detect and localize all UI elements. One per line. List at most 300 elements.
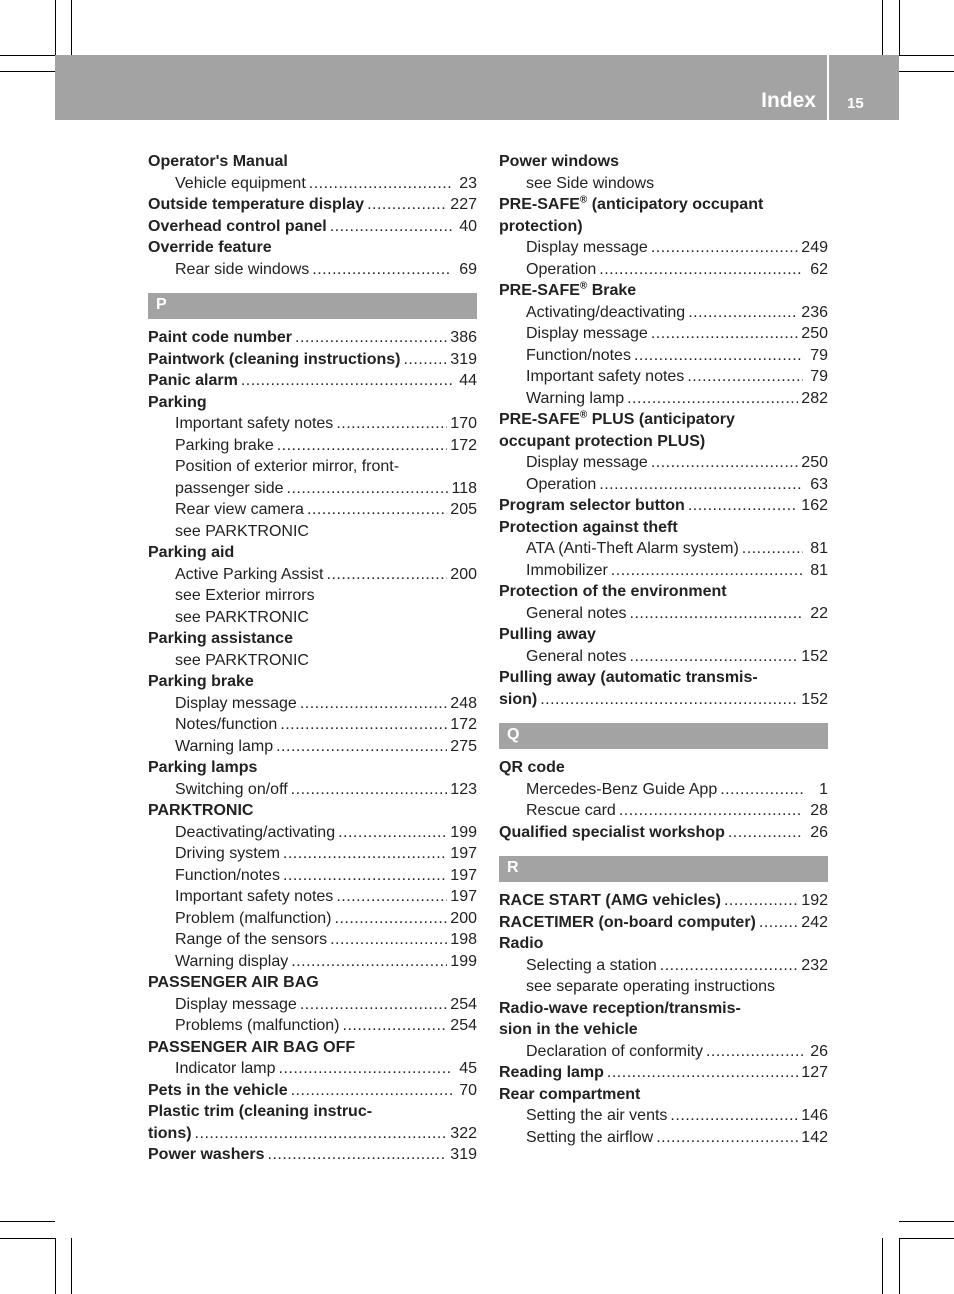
leader-dots xyxy=(670,1105,798,1127)
leader-dots xyxy=(279,1058,453,1080)
entry-label: Pulling away (automatic transmis- xyxy=(499,669,758,686)
entry-label: Activating/deactivating xyxy=(526,303,686,321)
entry-label: sion in the vehicle xyxy=(499,1021,638,1038)
index-subentry xyxy=(499,388,828,410)
page-reference: 81 xyxy=(810,561,828,579)
index-subentry xyxy=(148,173,477,195)
leader-dots xyxy=(343,1015,448,1037)
page-reference: 198 xyxy=(450,931,477,948)
leader-dots xyxy=(728,822,803,844)
index-subentry xyxy=(148,1058,477,1080)
index-subentry xyxy=(148,736,477,758)
leader-dots xyxy=(336,413,447,435)
page-reference: 250 xyxy=(801,325,828,342)
entry-label: Power washers xyxy=(148,1146,265,1163)
page-number: 15 xyxy=(847,95,864,112)
index-entry xyxy=(148,349,477,371)
page-reference: 254 xyxy=(450,1017,477,1034)
index-entry xyxy=(499,517,828,539)
entry-label: Parking brake xyxy=(175,436,274,454)
leader-dots xyxy=(291,951,447,973)
entry-label: PRE-SAFE® Brake xyxy=(499,280,637,299)
leader-dots xyxy=(195,1123,448,1145)
leader-dots xyxy=(619,800,803,822)
page-reference: 319 xyxy=(450,350,477,368)
index-entry xyxy=(499,689,828,711)
page-reference: 26 xyxy=(810,1042,828,1060)
page-reference: 1 xyxy=(819,780,828,798)
crop-mark xyxy=(71,1238,72,1294)
page-reference: 200 xyxy=(450,565,477,583)
crop-mark xyxy=(882,0,883,55)
entry-label: Power windows xyxy=(499,153,620,170)
entry-label: Warning display xyxy=(175,952,289,970)
page-reference: 322 xyxy=(450,1124,477,1142)
page-reference: 319 xyxy=(450,1146,477,1163)
index-subentry xyxy=(148,843,477,865)
leader-dots xyxy=(295,327,447,349)
leader-dots xyxy=(656,1127,798,1149)
page-reference: 69 xyxy=(459,260,477,278)
index-subentry xyxy=(148,951,477,973)
page-reference: 250 xyxy=(801,454,828,471)
index-entry xyxy=(499,495,828,517)
entry-label: RACE START (AMG vehicles) xyxy=(499,892,721,909)
entry-label: Mercedes-Benz Guide App xyxy=(526,780,718,798)
index-column-left xyxy=(148,151,477,1166)
page-reference: 23 xyxy=(459,174,477,192)
entry-label: Switching on/off xyxy=(175,780,288,798)
index-entry xyxy=(499,1019,828,1041)
entry-label: Driving system xyxy=(175,845,280,862)
entry-label: Position of exterior mirror, front- xyxy=(175,458,400,475)
leader-dots xyxy=(330,216,452,238)
page-reference: 200 xyxy=(450,909,477,927)
index-column-right xyxy=(499,151,828,1148)
page-reference: 236 xyxy=(801,303,828,321)
page-reference: 172 xyxy=(450,716,477,733)
entry-label: Panic alarm xyxy=(148,372,238,389)
index-entry xyxy=(499,216,828,238)
index-subentry xyxy=(499,302,828,324)
entry-label: Warning lamp xyxy=(175,737,274,755)
leader-dots xyxy=(724,890,798,912)
entry-label: Rear compartment xyxy=(499,1085,641,1103)
entry-label: RACETIMER (on-board computer) xyxy=(499,913,756,931)
index-subentry xyxy=(148,607,477,629)
crop-mark xyxy=(0,1238,55,1239)
leader-dots xyxy=(599,474,803,496)
page-reference: 254 xyxy=(450,995,477,1013)
index-subentry xyxy=(148,822,477,844)
leader-dots xyxy=(599,259,803,281)
index-entry xyxy=(499,912,828,934)
index-subentry xyxy=(499,259,828,281)
index-group-top xyxy=(148,151,477,280)
entry-label: Protection against theft xyxy=(499,518,678,536)
index-entry xyxy=(148,628,477,650)
page-reference: 62 xyxy=(810,260,828,278)
leader-dots xyxy=(312,259,452,281)
index-entry xyxy=(148,757,477,779)
page-reference: 142 xyxy=(801,1128,828,1146)
entry-label: Setting the airflow xyxy=(526,1128,654,1146)
index-subentry xyxy=(148,456,477,478)
page-reference: 22 xyxy=(810,604,828,622)
page-reference: 152 xyxy=(801,647,828,665)
entry-label: see separate operating instructions xyxy=(526,978,776,995)
page-title: Index xyxy=(761,89,816,112)
entry-label: Rear side windows xyxy=(175,260,310,278)
index-subentry xyxy=(499,345,828,367)
leader-dots xyxy=(336,886,447,908)
entry-label: PARKTRONIC xyxy=(148,802,254,819)
index-subentry xyxy=(148,1015,477,1037)
entry-label: Overhead control panel xyxy=(148,217,327,235)
entry-label: Parking lamps xyxy=(148,759,258,776)
crop-mark xyxy=(882,1238,883,1294)
page-reference: 197 xyxy=(450,888,477,905)
entry-label: ATA (Anti-Theft Alarm system) xyxy=(526,540,739,557)
leader-dots xyxy=(634,345,803,367)
index-entry xyxy=(499,667,828,689)
entry-label: Parking assistance xyxy=(148,630,293,647)
leader-dots xyxy=(283,843,447,865)
page-reference: 249 xyxy=(801,239,828,256)
entry-label: Plastic trim (cleaning instruc- xyxy=(148,1103,373,1120)
leader-dots xyxy=(268,1144,448,1166)
index-entry xyxy=(148,392,477,414)
index-subentry xyxy=(499,538,828,560)
crop-mark xyxy=(899,1238,900,1294)
leader-dots xyxy=(720,779,803,801)
crop-mark xyxy=(899,1221,954,1222)
page-reference: 118 xyxy=(451,479,477,497)
entry-label: General notes xyxy=(526,604,627,622)
index-entry xyxy=(148,151,477,173)
entry-label: Qualified specialist workshop xyxy=(499,823,725,841)
leader-dots xyxy=(291,1080,452,1102)
index-subentry xyxy=(499,474,828,496)
entry-label: Indicator lamp xyxy=(175,1060,276,1077)
entry-label-suffix: PLUS (anticipatory xyxy=(587,411,735,428)
crop-mark xyxy=(899,1238,954,1239)
entry-label: Setting the air vents xyxy=(526,1107,668,1124)
index-subentry xyxy=(148,413,477,435)
index-subentry xyxy=(499,452,828,474)
entry-label: PASSENGER AIR BAG xyxy=(148,974,319,991)
index-subentry xyxy=(148,908,477,930)
entry-label: Rear view camera xyxy=(175,501,304,518)
leader-dots xyxy=(283,865,447,887)
leader-dots xyxy=(276,736,447,758)
index-entry xyxy=(148,1037,477,1059)
leader-dots xyxy=(327,564,448,586)
leader-dots xyxy=(607,1062,798,1084)
header-divider xyxy=(827,55,829,120)
index-subentry xyxy=(499,976,828,998)
leader-dots xyxy=(540,689,798,711)
registered-mark: ® xyxy=(579,194,588,206)
index-subentry xyxy=(148,929,477,951)
page-reference: 197 xyxy=(450,866,477,884)
leader-dots xyxy=(630,646,799,668)
registered-mark: ® xyxy=(579,280,588,292)
entry-label: see Exterior mirrors xyxy=(175,587,315,604)
index-entry xyxy=(148,370,477,392)
leader-dots xyxy=(627,388,798,410)
entry-label: Function/notes xyxy=(526,346,631,364)
index-entry xyxy=(148,237,477,259)
entry-label: Paint code number xyxy=(148,329,293,346)
leader-dots xyxy=(660,955,799,977)
page-reference: 70 xyxy=(459,1081,477,1099)
page-reference: 205 xyxy=(450,501,477,518)
index-entry xyxy=(148,1123,477,1145)
index-entry xyxy=(148,1144,477,1166)
section-header-p: P xyxy=(148,293,477,319)
index-subentry xyxy=(499,237,828,259)
leader-dots xyxy=(630,603,803,625)
entry-label: Protection of the environment xyxy=(499,583,727,600)
crop-mark xyxy=(899,71,954,72)
entry-label: Active Parking Assist xyxy=(175,565,324,583)
page-reference: 45 xyxy=(459,1060,477,1077)
index-group-p xyxy=(148,327,477,1166)
entry-label: Parking aid xyxy=(148,544,235,561)
entry-label: see PARKTRONIC xyxy=(175,651,309,669)
index-entry xyxy=(499,624,828,646)
entry-label: Display message xyxy=(175,694,297,712)
index-subentry xyxy=(148,886,477,908)
leader-dots xyxy=(403,349,447,371)
entry-label-suffix: (anticipatory occupant xyxy=(587,196,764,213)
index-entry xyxy=(499,409,828,431)
leader-dots xyxy=(611,560,803,582)
index-subentry xyxy=(148,435,477,457)
index-entry xyxy=(499,933,828,955)
page-reference: 146 xyxy=(801,1107,828,1124)
index-subentry xyxy=(148,693,477,715)
entry-label: QR code xyxy=(499,759,565,776)
entry-label: Problems (malfunction) xyxy=(175,1017,340,1034)
entry-label: passenger side xyxy=(175,479,284,497)
entry-label: Warning lamp xyxy=(526,389,625,407)
index-entry xyxy=(499,280,828,302)
leader-dots xyxy=(338,822,447,844)
leader-dots xyxy=(307,499,447,521)
entry-label: Problem (malfunction) xyxy=(175,909,332,927)
header-bar xyxy=(55,55,899,120)
page-reference: 63 xyxy=(810,475,828,493)
entry-label: Parking xyxy=(148,393,207,411)
leader-dots xyxy=(651,452,798,474)
entry-label: Notes/function xyxy=(175,716,278,733)
entry-label: Parking brake xyxy=(148,673,254,690)
index-entry xyxy=(148,542,477,564)
entry-label: Important safety notes xyxy=(175,415,334,432)
entry-label: Vehicle equipment xyxy=(175,174,306,192)
leader-dots xyxy=(759,912,798,934)
index-entry xyxy=(148,216,477,238)
page-reference: 248 xyxy=(450,694,477,712)
index-subentry xyxy=(148,521,477,543)
crop-mark xyxy=(899,0,900,55)
index-entry xyxy=(148,1080,477,1102)
entry-label: Range of the sensors xyxy=(175,931,328,948)
page-reference: 197 xyxy=(450,845,477,862)
crop-mark xyxy=(55,0,56,55)
index-entry xyxy=(499,998,828,1020)
entry-label: Pulling away xyxy=(499,626,596,643)
entry-label: PRE-SAFE® (anticipatory occupant xyxy=(499,194,764,213)
entry-label: PRE-SAFE® PLUS (anticipatory xyxy=(499,409,735,428)
entry-label: Display message xyxy=(175,995,297,1013)
crop-mark xyxy=(899,55,954,56)
index-entry xyxy=(148,194,477,216)
leader-dots xyxy=(742,538,803,560)
entry-label: Reading lamp xyxy=(499,1064,604,1081)
page-reference: 81 xyxy=(810,540,828,557)
page-reference: 79 xyxy=(810,346,828,364)
page-reference: 127 xyxy=(801,1064,828,1081)
entry-label: Function/notes xyxy=(175,866,280,884)
entry-label: Operator's Manual xyxy=(148,153,288,170)
index-subentry xyxy=(499,646,828,668)
index-subentry xyxy=(499,955,828,977)
leader-dots xyxy=(309,173,452,195)
leader-dots xyxy=(330,929,447,951)
page-reference: 386 xyxy=(450,329,477,346)
page-reference: 170 xyxy=(450,415,477,432)
section-header-q: Q xyxy=(499,723,828,749)
index-subentry xyxy=(148,499,477,521)
entry-label: Radio xyxy=(499,935,544,952)
entry-label: tions) xyxy=(148,1124,192,1142)
page-reference: 26 xyxy=(810,823,828,841)
entry-label: PASSENGER AIR BAG OFF xyxy=(148,1038,356,1056)
index-entry xyxy=(148,671,477,693)
index-subentry xyxy=(148,585,477,607)
page-reference: 152 xyxy=(801,690,828,708)
entry-label: see PARKTRONIC xyxy=(175,522,309,540)
entry-label: Important safety notes xyxy=(526,368,685,385)
entry-label: see Side windows xyxy=(526,174,655,192)
page-reference: 44 xyxy=(459,372,477,389)
index-entry xyxy=(499,151,828,173)
entry-label: Declaration of conformity xyxy=(526,1042,703,1060)
leader-dots xyxy=(688,302,798,324)
leader-dots xyxy=(300,693,447,715)
index-subentry xyxy=(499,1041,828,1063)
entry-label: occupant protection PLUS) xyxy=(499,432,706,450)
page-reference: 275 xyxy=(450,737,477,755)
entry-label: Immobilizer xyxy=(526,561,608,579)
leader-dots xyxy=(687,366,803,388)
crop-mark xyxy=(0,55,55,56)
entry-label: Important safety notes xyxy=(175,888,334,905)
index-entry xyxy=(499,757,828,779)
index-subentry xyxy=(148,564,477,586)
leader-dots xyxy=(291,779,448,801)
leader-dots xyxy=(280,714,447,736)
index-subentry xyxy=(499,779,828,801)
page-reference: 227 xyxy=(450,196,477,213)
page-reference: 199 xyxy=(450,952,477,970)
index-subentry xyxy=(148,994,477,1016)
index-group-r xyxy=(499,890,828,1148)
index-subentry xyxy=(148,650,477,672)
index-subentry xyxy=(499,323,828,345)
leader-dots xyxy=(287,478,449,500)
index-entry xyxy=(499,194,828,216)
index-entry xyxy=(499,581,828,603)
leader-dots xyxy=(688,495,798,517)
leader-dots xyxy=(367,194,447,216)
index-subentry xyxy=(499,1127,828,1149)
page-reference: 192 xyxy=(801,892,828,909)
leader-dots xyxy=(300,994,447,1016)
index-entry xyxy=(499,1062,828,1084)
leader-dots xyxy=(277,435,448,457)
entry-label: Override feature xyxy=(148,239,272,256)
page-reference: 172 xyxy=(450,436,477,454)
entry-label: Deactivating/activating xyxy=(175,823,336,841)
index-entry xyxy=(148,1101,477,1123)
index-subentry xyxy=(499,560,828,582)
entry-label: Outside temperature display xyxy=(148,196,365,213)
index-subentry xyxy=(499,603,828,625)
entry-label: Radio-wave reception/transmis- xyxy=(499,999,741,1017)
crop-mark xyxy=(55,1238,56,1294)
index-subentry xyxy=(499,800,828,822)
index-subentry xyxy=(499,366,828,388)
leader-dots xyxy=(335,908,448,930)
crop-mark xyxy=(71,0,72,55)
index-entry xyxy=(499,822,828,844)
entry-label: Paintwork (cleaning instructions) xyxy=(148,350,401,368)
index-group-p-continued xyxy=(499,151,828,710)
index-entry xyxy=(499,890,828,912)
page-reference: 282 xyxy=(801,389,828,407)
index-entry xyxy=(148,800,477,822)
index-subentry xyxy=(148,865,477,887)
page-reference: 40 xyxy=(459,217,477,235)
leader-dots xyxy=(651,323,798,345)
page-reference: 232 xyxy=(801,956,828,974)
index-entry xyxy=(499,431,828,453)
page-reference: 162 xyxy=(801,497,828,514)
page-reference: 242 xyxy=(801,913,828,931)
crop-mark xyxy=(0,71,55,72)
entry-label: Pets in the vehicle xyxy=(148,1081,288,1099)
entry-label: General notes xyxy=(526,647,627,665)
section-header-r: R xyxy=(499,856,828,882)
index-subentry xyxy=(499,1105,828,1127)
entry-label: Selecting a station xyxy=(526,956,657,974)
entry-label: Display message xyxy=(526,325,648,342)
index-subentry xyxy=(148,259,477,281)
entry-label: Display message xyxy=(526,454,648,471)
registered-mark: ® xyxy=(579,409,588,421)
entry-label: Display message xyxy=(526,239,648,256)
page-reference: 199 xyxy=(450,823,477,841)
leader-dots xyxy=(651,237,798,259)
index-subentry xyxy=(148,714,477,736)
page-reference: 28 xyxy=(810,802,828,819)
index-subentry xyxy=(148,779,477,801)
entry-label: protection) xyxy=(499,217,583,235)
